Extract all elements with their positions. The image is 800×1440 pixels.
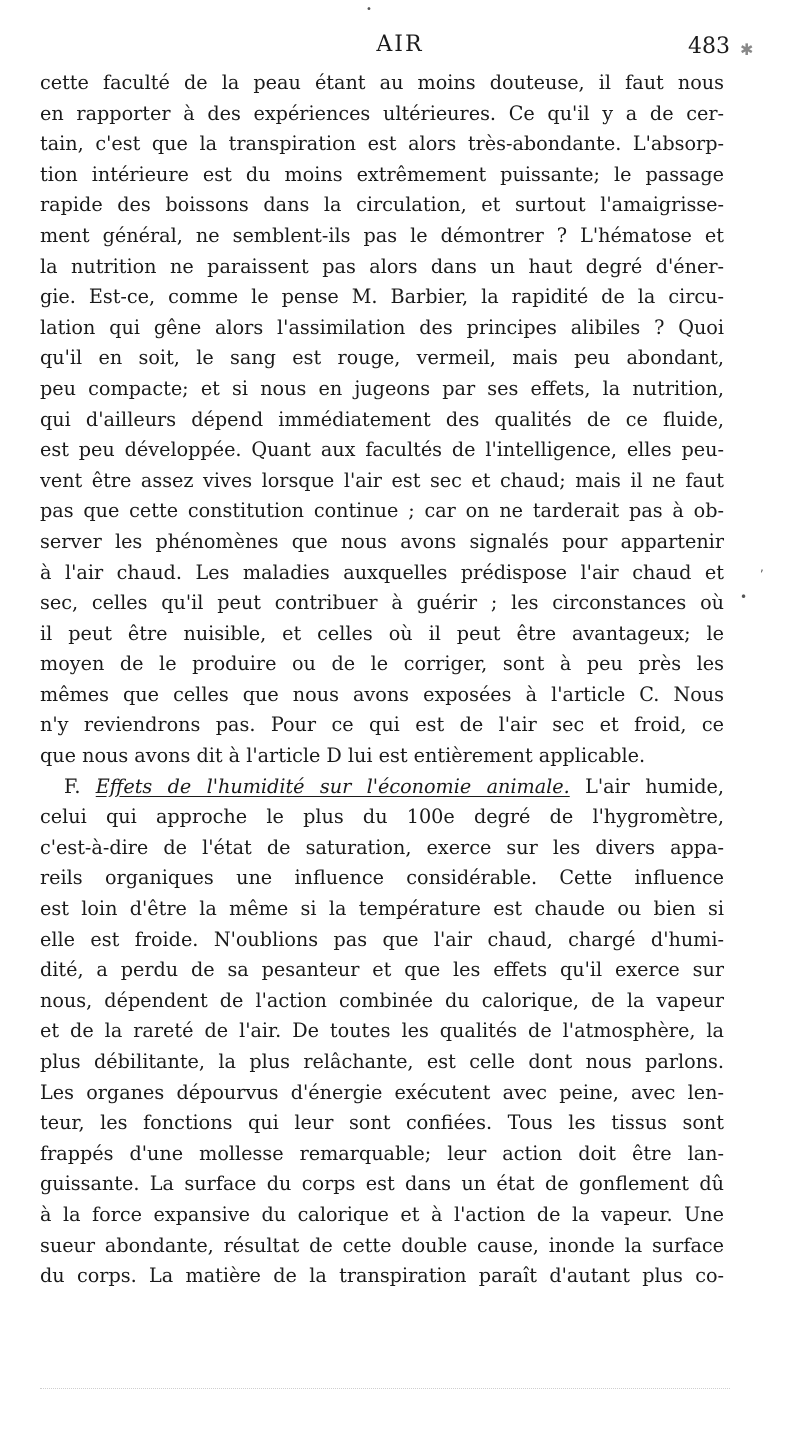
text-line: frappés d'une mollesse remarquable; leur action doit être lan-: [40, 1141, 724, 1165]
text-line: c'est-à-dire de l'état de saturation, exerce sur les divers appa-: [40, 835, 724, 859]
text-line: est loin d'être la même si la température est chaude ou bien si: [40, 897, 724, 921]
page-number: 483: [688, 34, 730, 59]
text-line: teur, les fonctions qui leur sont confiées. Tous les tissus sont: [40, 1111, 724, 1135]
text-line: plus débilitante, la plus relâchante, est celle dont nous parlons.: [40, 1050, 724, 1073]
text-line: moyen de le produire ou de le corriger, sont à peu près les: [40, 652, 724, 676]
text-line: lation qui gêne alors l'assimilation des principes alibiles ? Quoi: [40, 315, 724, 339]
text-line: il peut être nuisible, et celles où il peut être avantageux; le: [40, 621, 724, 645]
text-line: reils organiques une influence considérable. Cette influence: [40, 866, 724, 890]
ink-blot: ✱: [740, 40, 754, 59]
text-line: dité, a perdu de sa pesanteur et que les effets qu'il exerce sur: [40, 958, 724, 982]
text-line: gie. Est-ce, comme le pense M. Barbier, la rapidité de la circu-: [40, 285, 724, 309]
text-line: la nutrition ne paraissent pas alors dans un haut degré d'éner-: [40, 254, 724, 278]
paragraph-continuation: [40, 68, 724, 772]
text-fragment: L'air humide,: [585, 774, 724, 798]
text-line: tain, c'est que la transpiration est alors très-abondante. L'absorp-: [40, 132, 724, 156]
text-line: sec, celles qu'il peut contribuer à guérir ; les circonstances où: [40, 591, 724, 615]
section-f-first-line: [40, 772, 724, 803]
text-line: rapide des boissons dans la circulation, et surtout l'amaigrisse-: [40, 193, 724, 217]
text-line: nous, dépendent de l'action combinée du calorique, de la vapeur: [40, 988, 724, 1012]
text-line: à la force expansive du calorique et à l'action de la vapeur. Une: [40, 1202, 724, 1226]
text-line: server les phénomènes que nous avons signalés pour appartenir: [40, 529, 724, 553]
running-head: [40, 28, 760, 62]
text-line: elle est froide. N'oublions pas que l'air chaud, chargé d'humi-: [40, 927, 724, 951]
text-line: à l'air chaud. Les maladies auxquelles prédispose l'air chaud et: [40, 560, 724, 584]
ink-speck: ,: [760, 560, 764, 574]
text-line: Les organes dépourvus d'énergie exécutent avec peine, avec len-: [40, 1080, 724, 1104]
text-line: peu compacte; et si nous en jugeons par ses effets, la nutrition,: [40, 376, 724, 400]
text-line: mêmes que celles que nous avons exposées à l'article C. Nous: [40, 682, 724, 706]
text-line: vent être assez vives lorsque l'air est sec et chaud; mais il ne faut: [40, 468, 724, 492]
section-heading: Effets de l'humidité sur l'économie animale.: [95, 774, 570, 798]
ink-speck: •: [740, 590, 748, 604]
text-line: celui qui approche le plus du 100e degré de l'hygromètre,: [40, 805, 724, 829]
bleed-through-strip: [40, 1388, 730, 1399]
section-label: F.: [64, 774, 81, 798]
text-line: guissante. La surface du corps est dans un état de gonflement dû: [40, 1172, 724, 1196]
text-line: cette faculté de la peau étant au moins douteuse, il faut nous: [40, 71, 724, 94]
text-line: et de la rareté de l'air. De toutes les qualités de l'atmosphère, la: [40, 1019, 724, 1043]
text-line: en rapporter à des expériences ultérieures. Ce qu'il y a de cer-: [40, 101, 724, 125]
text-line: tion intérieure est du moins extrêmement puissante; le passage: [40, 162, 724, 186]
text-line: est peu développée. Quant aux facultés de l'intelligence, elles peu-: [40, 438, 724, 462]
ink-speck: •: [366, 4, 372, 15]
body-text: [40, 68, 724, 1292]
text-line: du corps. La matière de la transpiration paraît d'autant plus co-: [40, 1264, 724, 1288]
text-line: qui d'ailleurs dépend immédiatement des qualités de ce fluide,: [40, 407, 724, 431]
text-line: pas que cette constitution continue ; car on ne tarderait pas à ob-: [40, 499, 724, 523]
text-line: ment général, ne semblent-ils pas le démontrer ? L'hématose et: [40, 223, 724, 247]
section-f: [40, 772, 724, 1292]
text-line: qu'il en soit, le sang est rouge, vermeil, mais peu abondant,: [40, 346, 724, 370]
running-title: AIR: [376, 32, 424, 57]
text-line: n'y reviendrons pas. Pour ce qui est de l'air sec et froid, ce: [40, 713, 724, 737]
text-line: sueur abondante, résultat de cette double cause, inonde la surface: [40, 1233, 724, 1257]
text-line: que nous avons dit à l'article D lui est entièrement applicable.: [40, 744, 646, 768]
